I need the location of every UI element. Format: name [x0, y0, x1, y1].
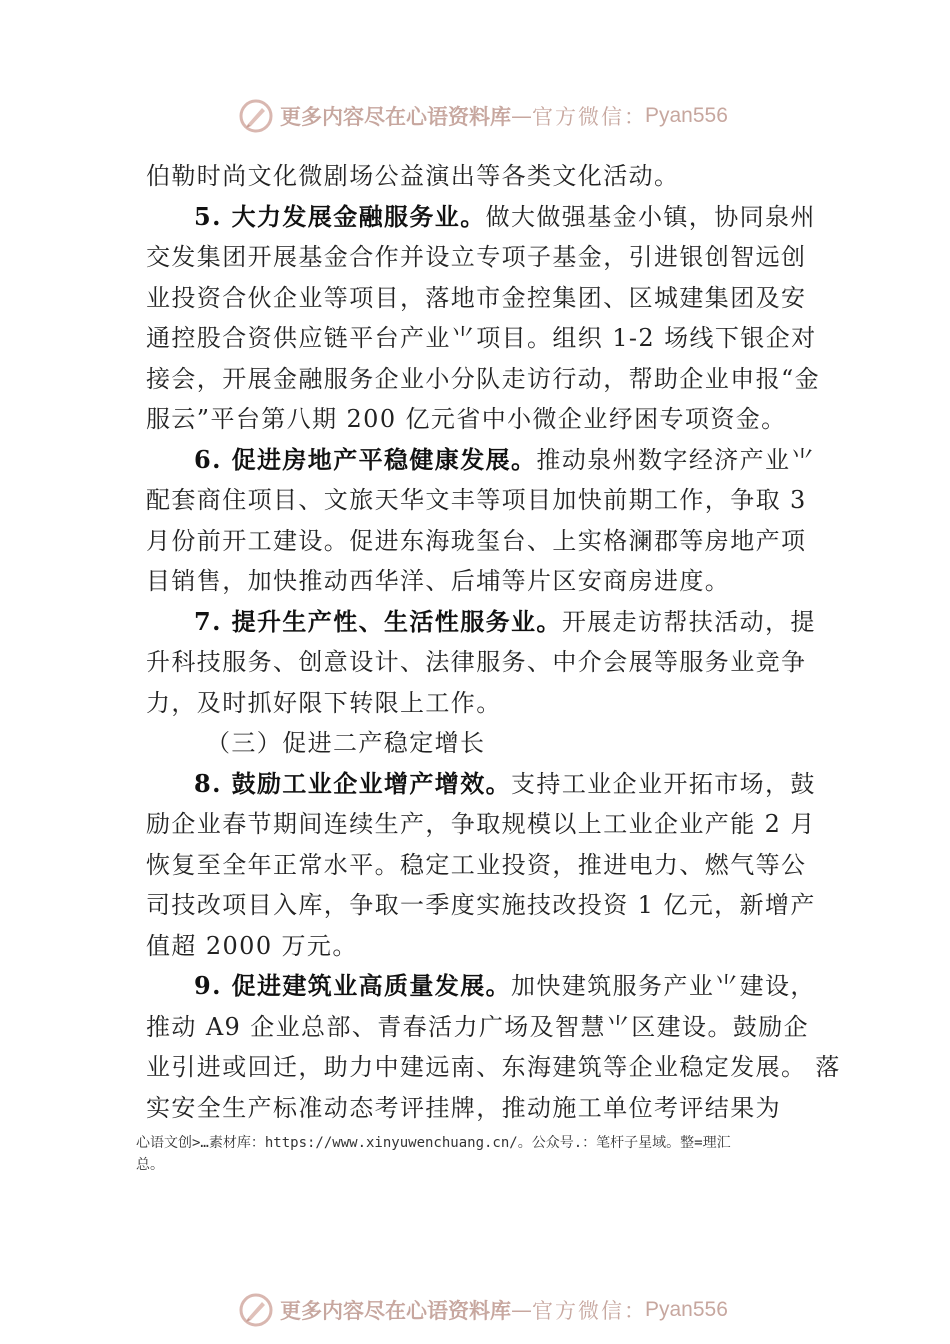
source-footnote	[136, 1132, 826, 1176]
banner-label: 官方微信	[532, 105, 624, 129]
paragraph-8-first-line: 8. 鼓励工业企业增产增效。支持工业企业开拓市场，鼓	[194, 768, 816, 798]
paragraph-5-first-line: 5. 大力发展金融服务业。做大做强基金小镇，协同泉州	[194, 201, 816, 231]
banner-label: 官方微信	[532, 1299, 624, 1323]
paragraph-6-first-line: 6. 促进房地产平稳健康发展。推动泉州数字经济产业⺌	[194, 444, 816, 474]
paragraph-5-heading: 5. 大力发展金融服务业。	[194, 201, 486, 231]
paragraph-7-heading: 7. 提升生产性、生活性服务业。	[194, 606, 562, 636]
banner-wechat-id: Pyan556	[645, 104, 728, 127]
text-line: 实安全生产标准动态考评挂牌，推动施工单位考评结果为	[146, 1093, 781, 1122]
pen-logo-icon	[238, 98, 274, 134]
paragraph-6-heading: 6. 促进房地产平稳健康发展。	[194, 444, 537, 474]
text-line: 力，及时抓好限下转限上工作。	[146, 688, 502, 717]
text-line: 月份前开工建设。促进东海珑玺台、上实格澜郡等房地产项	[146, 526, 807, 555]
text-line: 值超 2000 万元。	[146, 931, 358, 960]
text-line: 恢复至全年正常水平。稳定工业投资，推进电力、燃气等公	[146, 850, 807, 879]
text-line: 司技改项目入库，争取一季度实施技改投资 1 亿元，新增产	[146, 891, 816, 919]
banner-colon: ：	[624, 105, 645, 129]
footnote-line: 心语文创>…素材库：https://www.xinyuwenchuang.cn/。公众号.：笔杆子星域。整=理汇	[136, 1135, 731, 1151]
text-line: 升科技服务、创意设计、法律服务、中介会展等服务业竞争	[146, 648, 807, 676]
pen-logo-icon	[238, 1292, 274, 1328]
footer-banner	[238, 1290, 728, 1330]
banner-colon: ：	[624, 1299, 645, 1323]
text-line: 目销售，加快推动西华洋、后埔等片区安商房进度。	[146, 567, 731, 595]
paragraph-7-first-line: 7. 提升生产性、生活性服务业。开展走访帮扶活动，提	[194, 606, 816, 636]
text-line: 业投资合伙企业等项目，落地市金控集团、区城建集团及安	[146, 283, 807, 312]
document-body	[146, 156, 841, 1128]
text-line: 接会，开展金融服务企业小分队走访行动，帮助企业申报“金	[146, 364, 821, 393]
section-heading: （三）促进二产稳定增长	[206, 729, 486, 757]
header-banner	[238, 96, 728, 136]
text-line: 服云”平台第八期 200 亿元省中小微企业纾困专项资金。	[146, 405, 787, 433]
banner-separator: —	[511, 104, 532, 128]
paragraph-9-first-line: 9. 促进建筑业高质量发展。加快建筑服务产业⺌建设，	[194, 971, 816, 1000]
text-line: 配套商住项目、文旅天华文丰等项目加快前期工作，争取 3	[146, 486, 807, 514]
paragraph-9-heading: 9. 促进建筑业高质量发展。	[194, 971, 512, 1000]
text-line: 伯勒时尚文化微剧场公益演出等各类文化活动。	[146, 162, 680, 190]
footnote-line: 总。	[136, 1157, 164, 1173]
banner-main-text: 更多内容尽在心语资料库	[280, 104, 511, 129]
text-line: 业引进或回迁，助力中建远南、东海建筑等企业稳定发展。 落	[146, 1053, 841, 1081]
text-line: 交发集团开展基金合作并设立专项子基金，引进银创智远创	[146, 243, 807, 271]
banner-main-text: 更多内容尽在心语资料库	[280, 1298, 511, 1323]
text-line: 通控股合资供应链平台产业⺌项目。组织 1-2 场线下银企对	[146, 324, 817, 352]
banner-separator: —	[511, 1298, 532, 1322]
text-line: 励企业春节期间连续生产，争取规模以上工业企业产能 2 月	[146, 810, 816, 838]
paragraph-8-heading: 8. 鼓励工业企业增产增效。	[194, 768, 512, 798]
banner-wechat-id: Pyan556	[645, 1298, 728, 1321]
text-line: 推动 A9 企业总部、青春活力广场及智慧⺌区建设。鼓励企	[146, 1012, 810, 1041]
